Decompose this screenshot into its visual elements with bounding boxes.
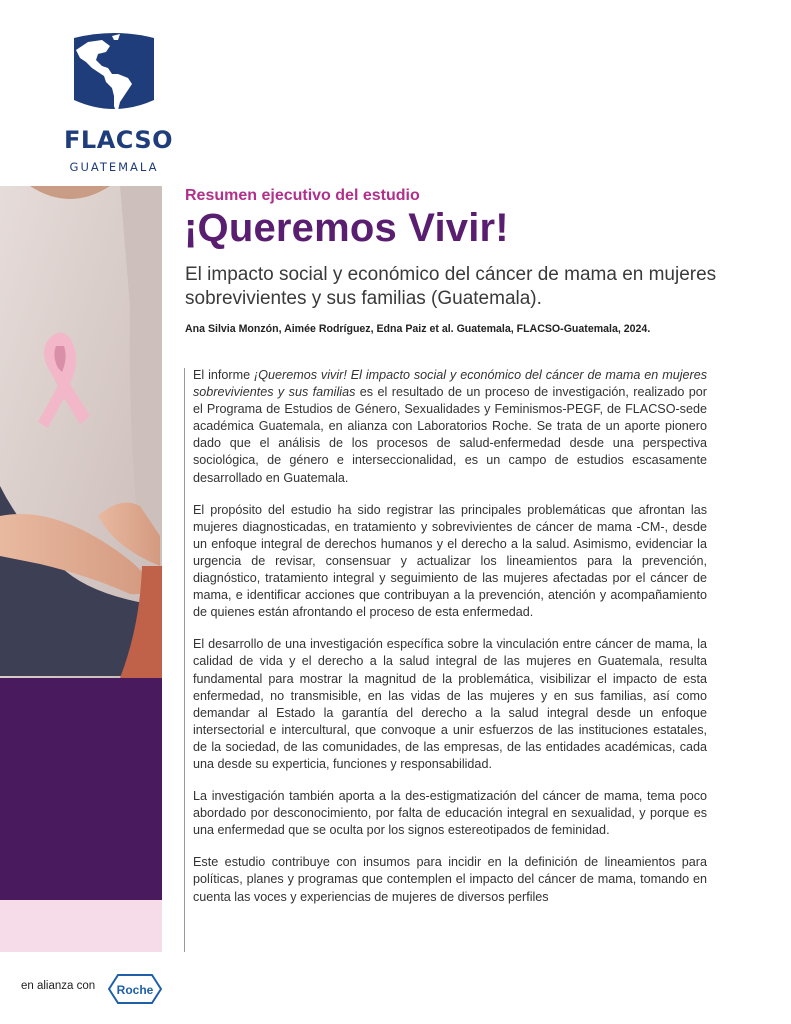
paragraph-3: El desarrollo de una investigación específica sobre la vinculación entre cáncer de mama, la calidad de vida y el derecho a la salud integral de las mujeres en Guatemala, resulta fundamental para mostrar la magnitud de la problemática, visibilizar el impacto de esta enfermedad, no transmisible, en las vidas de las mujeres y en sus familias, así como demandar al Estado la garantía del derecho a la salud integral desde un enfoque intersectorial e intercultural, que convoque a unir esfuerzos de las instituciones estatales, de la sociedad, de las comunidades, de las empresas, de las entidades académicas, cada una desde su experticia, funciones y responsabilidad.	[193, 637, 707, 771]
woman-with-ribbon-illustration	[0, 186, 162, 678]
decorative-purple-block	[0, 678, 162, 900]
roche-logo-icon	[108, 974, 162, 1004]
document-subtitle: El impacto social y económico del cáncer de mama en mujeres sobrevivientes y sus familias (Guatemala).	[185, 264, 717, 309]
report-title-italic: ¡Queremos vivir! El impacto social y económico del cáncer de mama en mujeres sobrevivientes y sus familias	[193, 368, 707, 400]
paragraph-1: El informe ¡Queremos vivir! El impacto social y económico del cáncer de mama en mujeres sobrevivientes y sus familias es el resultado de un proceso de investigación, realizado por el Programa de Estudios de Género, Sexualidades y Feminismos-PEGF, de FLACSO-sede académica Guatemala, en alianza con Laboratorios Roche. Se trata de un aporte pionero dado que el análisis de los procesos de salud-enfermedad desde una perspectiva sociológica, de género e interseccionalidad, es un campo de estudios escasamente desarrollado en Guatemala.	[193, 368, 707, 485]
paragraph-5: Este estudio contribuye con insumos para incidir en la definición de lineamientos para políticas, planes y programas que contemplen el impacto del cáncer de mama, tomando en cuenta las voces y experiencias de mujeres de diversos perfiles	[193, 855, 707, 904]
body-text	[193, 367, 707, 953]
brand-subtitle: GUATEMALA	[69, 160, 159, 174]
alliance-label: en alianza con	[21, 980, 96, 992]
document-kicker: Resumen ejecutivo del estudio	[185, 187, 420, 204]
america-map-icon	[66, 28, 162, 118]
cover-photo	[0, 186, 162, 678]
body-divider	[184, 368, 185, 952]
document-title: ¡Queremos Vivir!	[184, 206, 509, 250]
paragraph-4: La investigación también aporta a la des-estigmatización del cáncer de mama, tema poco abordado por desconocimiento, por falta de educación integral en sexualidad, y porque es una enfermedad que se oculta por los signos estereotipados de feminidad.	[193, 789, 707, 838]
paragraph-2: El propósito del estudio ha sido registrar las principales problemáticas que afrontan las mujeres diagnosticadas, en tratamiento y sobrevivientes de cáncer de mama -CM-, desde un enfoque integral de derechos humanos y el derecho a la salud. Asimismo, evidenciar la urgencia de revisar, consensuar y actualizar los lineamientos para la prevención, diagnóstico, tratamiento integral y seguimiento de las mujeres afectadas por el cáncer de mama, e identificar acciones que contribuyan a la prevención, atención y acompañamiento de quienes están afrontando el proceso de esta enfermedad.	[193, 502, 707, 620]
brand-name: FLACSO	[64, 126, 174, 154]
document-authors: Ana Silvia Monzón, Aimée Rodríguez, Edna Paiz et al. Guatemala, FLACSO-Guatemala, 2024.	[185, 323, 651, 335]
decorative-pink-block	[0, 900, 162, 952]
roche-wordmark: Roche	[116, 983, 154, 997]
